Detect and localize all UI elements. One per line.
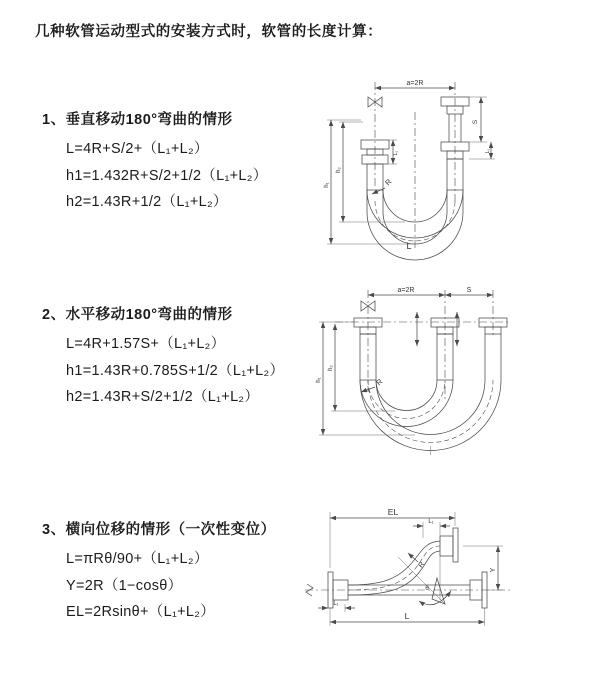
section-3-heading: 3、横向位移的情形（一次性变位） (42, 522, 276, 538)
formula-line: L=4R+S/2+（L₁+L₂） (66, 141, 209, 157)
section-2-heading: 2、水平移动180°弯曲的情形 (42, 307, 233, 323)
flange-displaced (440, 528, 458, 562)
dimension-h2 (328, 324, 395, 411)
formula-line: h2=1.43R+S/2+1/2（L₁+L₂） (66, 389, 260, 405)
diagram-horizontal-180-bend (305, 280, 600, 460)
dimension-y (463, 546, 503, 590)
dim-label-l1: L₁ (428, 519, 434, 525)
dimension-h1 (316, 322, 415, 435)
formula-line: h1=1.43R+0.785S+1/2（L₁+L₂） (66, 362, 285, 379)
dim-label-a2r: a=2R (397, 287, 415, 294)
radius-callout (408, 553, 426, 569)
dimension-s (469, 97, 487, 142)
dimension-l1-left (385, 140, 399, 164)
radius-label: R (374, 376, 385, 388)
formula-line: L=πRθ/90+（L₁+L₂） (66, 551, 209, 567)
dimension-l1-top (413, 519, 450, 600)
formula-line: h2=1.43R+1/2（L₁+L₂） (66, 194, 228, 210)
dim-label-s: S (466, 287, 472, 294)
pipe-right (441, 82, 469, 205)
diagram-lateral-displacement (295, 500, 600, 650)
section-1-heading: 1、垂直移动180°弯曲的情形 (42, 112, 233, 128)
dim-label-h1: h₁ (316, 377, 322, 383)
theta-label: θ (425, 585, 429, 592)
dim-label-l1: L₁ (393, 150, 399, 156)
dim-label-a2r: a=2R (406, 80, 424, 87)
formula-line: h1=1.432R+S/2+1/2（L₁+L₂） (66, 167, 268, 184)
length-label: L (406, 241, 412, 251)
dimension-s (445, 287, 493, 295)
section-lateral-displacement (42, 518, 276, 626)
page-title: 几种软管运动型式的安装方式时，软管的长度计算： (35, 24, 383, 40)
dim-label-y: Y (490, 567, 497, 573)
section-horizontal-movement (42, 303, 284, 411)
formula-line: Y=2R（1−cosθ） (66, 577, 183, 594)
dim-label-el: EL (387, 507, 399, 517)
dim-label-h2: h₂ (328, 365, 334, 371)
dimension-h1 (324, 120, 415, 244)
dimension-a2r (368, 287, 445, 295)
length-label: L (404, 611, 410, 621)
diagram-vertical-180-bend (305, 70, 600, 265)
pipe-position-1 (431, 290, 459, 400)
section-vertical-movement (42, 108, 268, 216)
dim-label-h1: h₁ (324, 182, 330, 188)
dim-label-h2: h₂ (336, 167, 342, 173)
centerline (305, 584, 510, 596)
radius-label: R (417, 560, 427, 570)
hose-u-bend (367, 112, 463, 260)
dimension-l (330, 608, 485, 626)
radius-callout (361, 377, 385, 392)
dimension-l1-bottom (318, 601, 355, 612)
pipe-position-2 (479, 290, 507, 380)
dim-label-l1: L₁ (485, 148, 491, 154)
dimension-a2r (375, 80, 455, 88)
pipe-left (361, 82, 389, 190)
formula-line: L=4R+1.57S+（L₁+L₂） (66, 336, 226, 352)
formula-line: EL=2Rsinθ+（L₁+L₂） (66, 604, 216, 620)
dimension-h2 (336, 122, 405, 222)
radius-label: R (383, 177, 394, 188)
dim-label-s: S (472, 119, 479, 125)
hose-u-bends (360, 380, 501, 455)
dimension-l1-right (469, 142, 495, 159)
dim-label-l1: L₁ (333, 601, 339, 607)
dimension-el (330, 507, 455, 568)
